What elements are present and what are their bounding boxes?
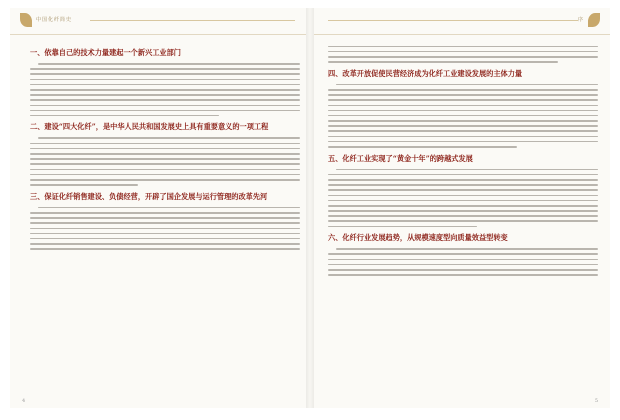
left-page	[10, 8, 306, 408]
text-line	[328, 56, 598, 58]
text-line	[30, 99, 300, 101]
running-head: 中国化纤简史	[36, 17, 73, 23]
section-heading: 四、改革开放促使民营经济成为化纤工业建设发展的主体力量	[328, 68, 523, 78]
text-line	[30, 248, 300, 250]
text-line	[328, 226, 477, 228]
text-line	[328, 179, 598, 181]
text-line	[30, 79, 300, 81]
text-line	[328, 215, 598, 217]
text-line	[328, 136, 598, 138]
body-paragraph	[328, 46, 598, 63]
text-line	[328, 105, 598, 107]
text-line	[30, 228, 300, 230]
text-line	[328, 110, 598, 112]
header-rule	[328, 20, 578, 21]
page-number: 5	[594, 398, 598, 404]
text-line	[328, 141, 598, 143]
text-line	[328, 99, 598, 101]
text-line	[328, 269, 598, 271]
text-line	[30, 94, 300, 96]
page-number: 4	[22, 398, 26, 404]
leaf-ornament-icon	[588, 13, 600, 27]
text-line	[38, 137, 300, 139]
text-line	[30, 222, 300, 224]
text-line	[328, 120, 598, 122]
section-heading: 一、依靠自己的技术力量建起一个新兴工业部门	[30, 48, 181, 57]
text-line	[328, 51, 598, 53]
text-line	[328, 274, 598, 276]
header-rule	[90, 20, 295, 21]
text-line	[30, 217, 300, 219]
text-line	[336, 248, 598, 250]
text-line	[328, 174, 598, 176]
text-line	[30, 148, 300, 150]
text-line	[38, 207, 300, 209]
body-paragraph	[30, 207, 300, 250]
text-line	[30, 153, 300, 155]
text-line	[30, 73, 300, 75]
text-line	[328, 130, 598, 132]
text-line	[30, 179, 300, 181]
text-line	[328, 264, 598, 266]
body-paragraph	[328, 169, 598, 228]
text-line	[30, 105, 300, 107]
text-line	[38, 63, 300, 65]
text-line	[328, 253, 598, 255]
text-line	[328, 61, 558, 63]
leaf-ornament-icon	[20, 13, 32, 27]
text-line	[30, 158, 300, 160]
text-line	[30, 212, 300, 214]
text-line	[30, 68, 300, 70]
text-line	[328, 195, 598, 197]
text-line	[328, 210, 598, 212]
text-line	[30, 169, 300, 171]
text-line	[30, 238, 300, 240]
text-line	[30, 89, 300, 91]
text-line	[30, 233, 300, 235]
text-line	[328, 184, 598, 186]
right-text-column	[328, 42, 598, 279]
text-line	[328, 205, 598, 207]
text-line	[328, 146, 517, 148]
running-head: 序	[577, 17, 584, 23]
section-heading: 五、化纤工业实现了“黄金十年”的跨越式发展	[328, 153, 473, 163]
book-gutter	[306, 8, 314, 408]
text-line	[30, 243, 300, 245]
right-page	[314, 8, 610, 408]
body-paragraph	[30, 63, 300, 116]
section-heading: 三、保证化纤销售建设、负债经营，开辟了国企发展与运行管理的改革先河	[30, 191, 268, 201]
text-line	[328, 189, 598, 191]
text-line	[328, 259, 598, 261]
text-line	[30, 184, 138, 186]
section-heading: 二、建设“四大化纤”，是中华人民共和国发展史上具有重要意义的一项工程	[30, 122, 269, 132]
text-line	[328, 94, 598, 96]
text-line	[336, 169, 598, 171]
text-line	[30, 110, 300, 112]
text-line	[328, 220, 598, 222]
text-line	[30, 84, 300, 86]
text-line	[328, 125, 598, 127]
text-line	[30, 163, 300, 165]
section-heading: 六、化纤行业发展趋势，从规模速度型向质量效益型转变	[328, 233, 508, 243]
text-line	[30, 174, 300, 176]
text-line	[328, 46, 598, 48]
text-line	[30, 115, 219, 117]
body-paragraph	[328, 84, 598, 148]
text-line	[336, 84, 598, 86]
left-text-column	[30, 42, 300, 253]
right-page-header	[314, 8, 610, 35]
text-line	[328, 115, 598, 117]
body-paragraph	[30, 137, 300, 185]
text-line	[328, 89, 598, 91]
text-line	[30, 143, 300, 145]
text-line	[328, 200, 598, 202]
body-paragraph	[328, 248, 598, 276]
left-page-header	[10, 8, 306, 35]
